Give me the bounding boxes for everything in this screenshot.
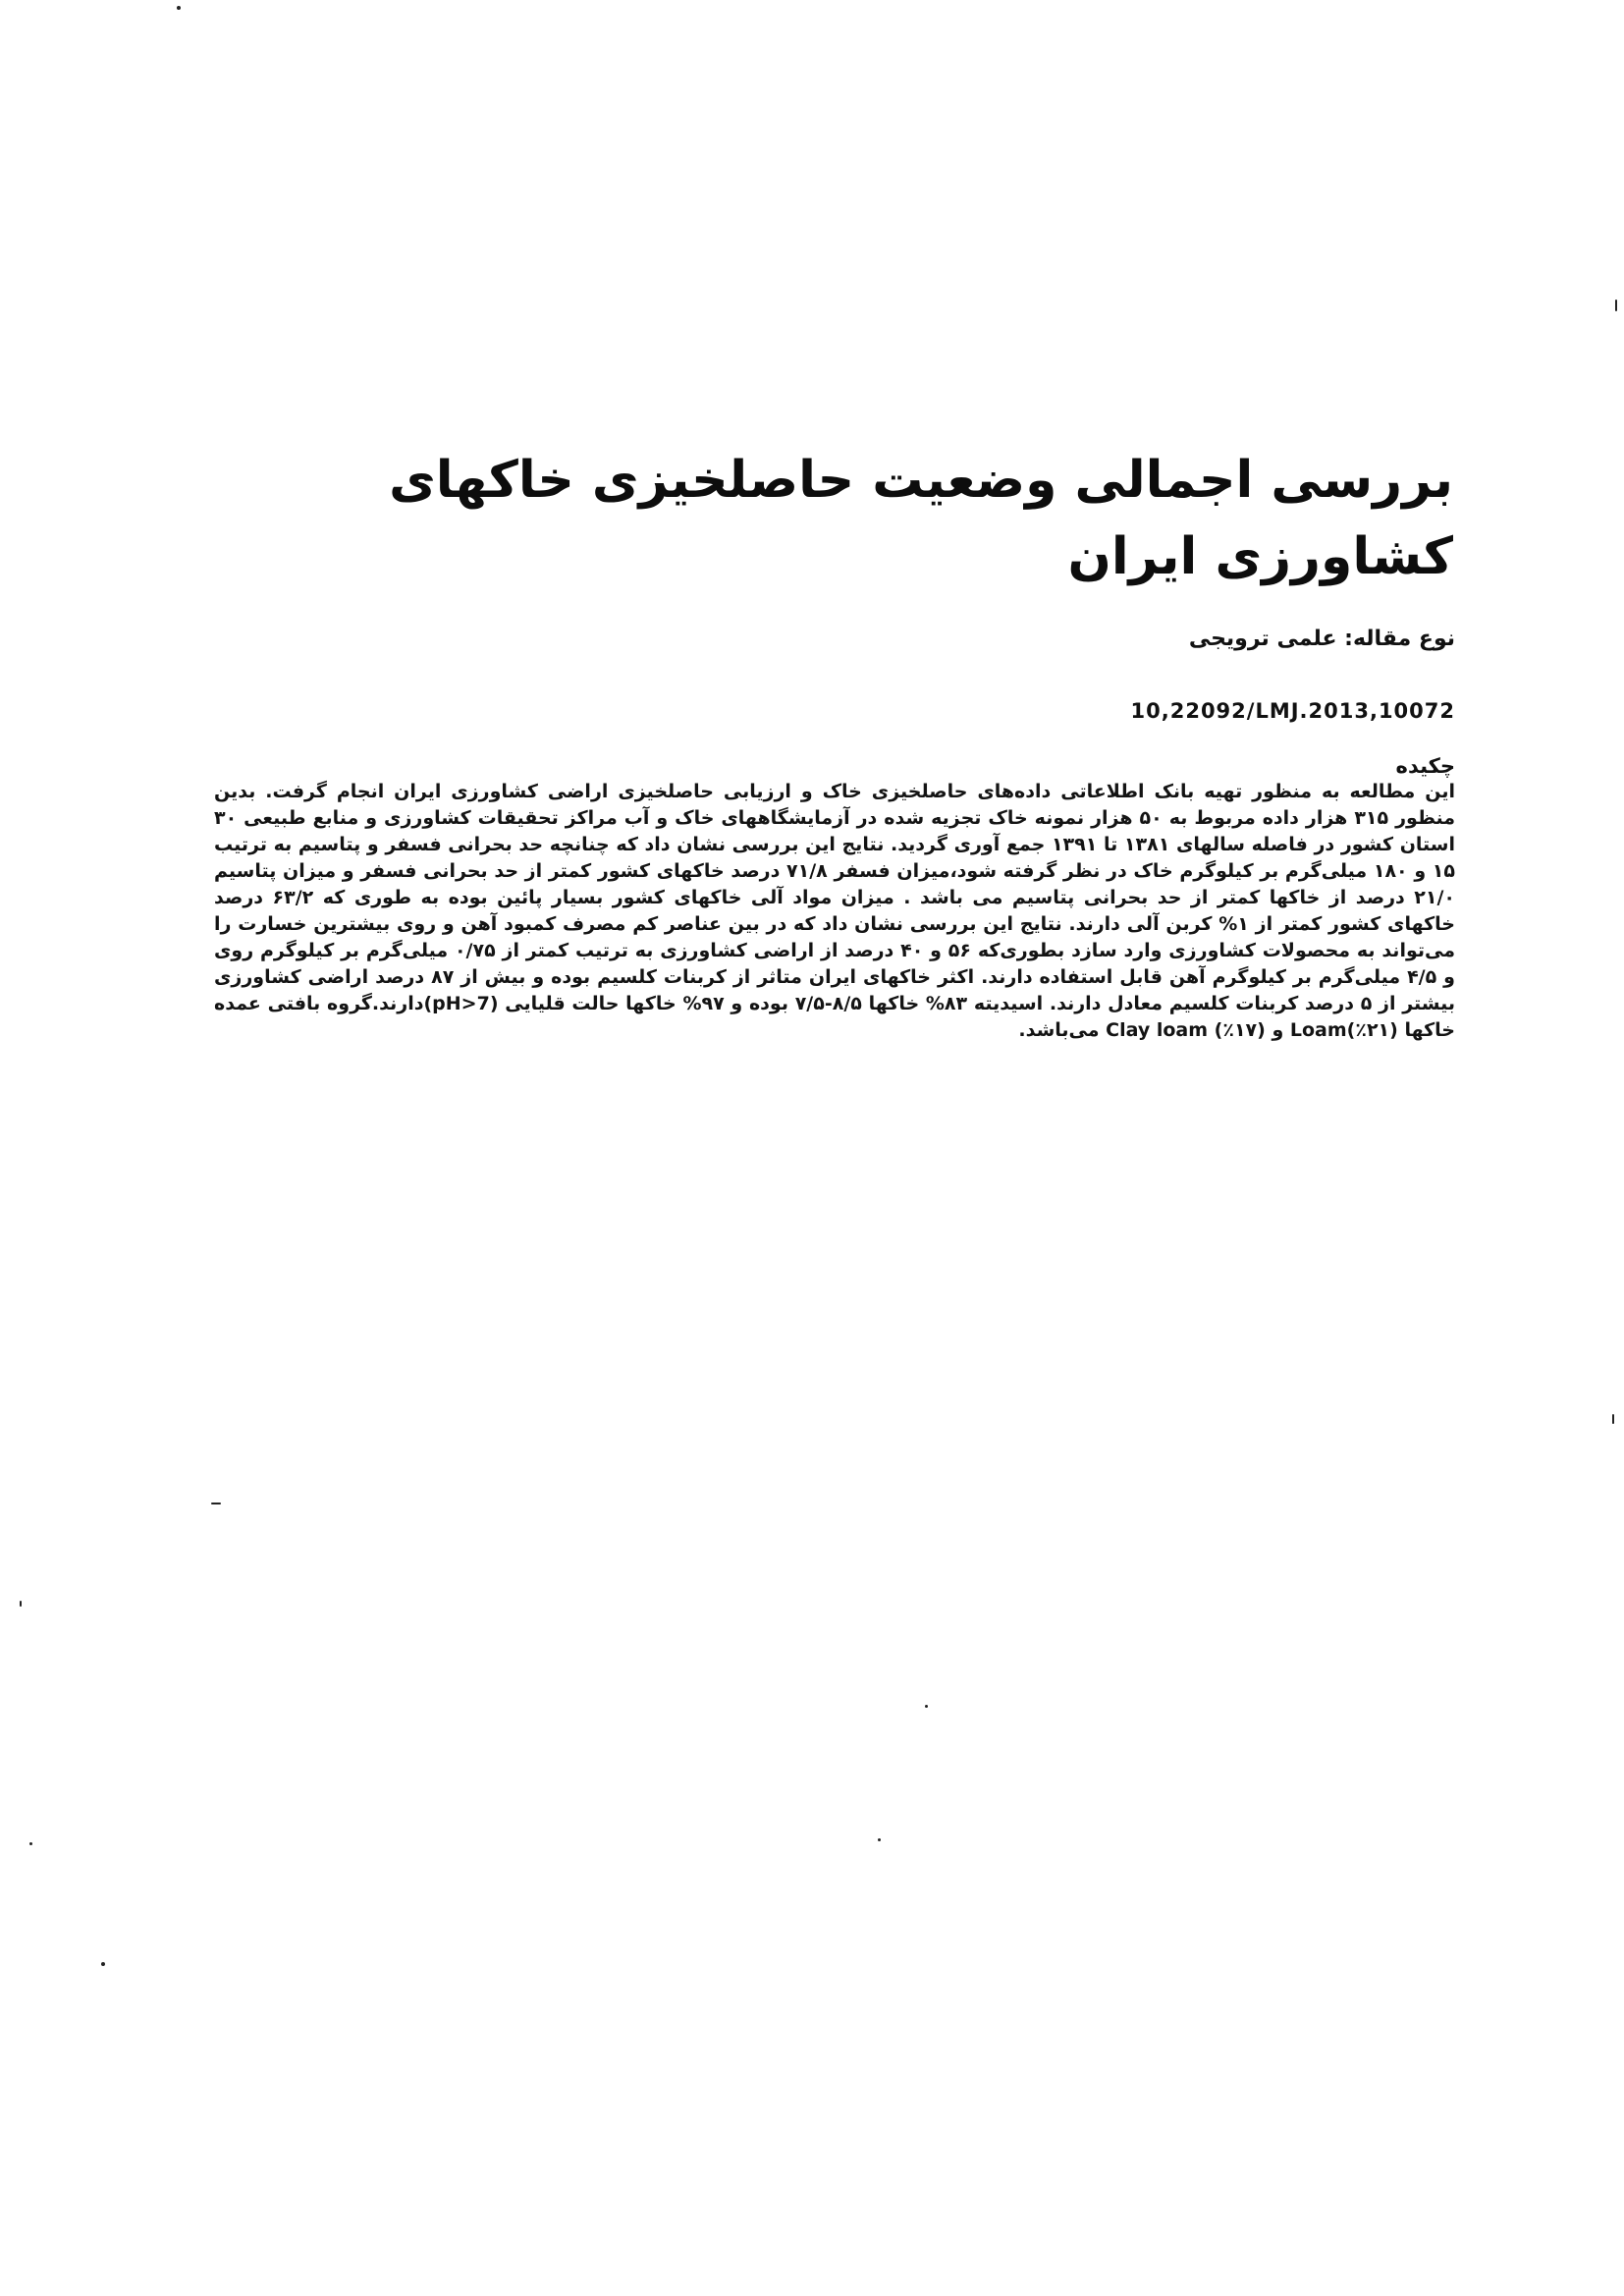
paper-title: بررسی اجمالی وضعیت حاصلخیزی خاکهای کشاورزی ایران (389, 451, 1453, 586)
scan-speck (878, 1838, 881, 1841)
article-type: نوع مقاله: علمی ترویجی (1188, 627, 1455, 651)
scan-speck (211, 1503, 221, 1504)
scan-speck (925, 1705, 928, 1708)
scan-speck (29, 1842, 32, 1845)
abstract-text: این مطالعه به منظور تهیه بانک اطلاعاتی داده‌های حاصلخیزی خاک و ارزیابی حاصلخیزی اراضی کشاورزی ایران انجام گرفت. بدین منظور ۳۱۵ هزار داده مربوط به ۵۰ هزار نمونه خاک تجزیه شده در آزمایشگاههای خاک و آب مراکز تحقیقات کشاورزی و منابع طبیعی ۳۰ استان کشور در فاصله سالهای ۱۳۸۱ تا ۱۳۹۱ جمع آوری گردید. نتایج این بررسی نشان داد که چنانچه حد بحرانی فسفر و پتاسیم به ترتیب ۱۵ و ۱۸۰ میلی‌گرم بر کیلوگرم خاک در نظر گرفته شود،میزان فسفر ۷۱/۸ درصد خاکهای کشور کمتر از حد بحرانی فسفر و میزان پتاسیم ۲۱/۰ درصد از خاکها کمتر از حد بحرانی پتاسیم می باشد . میزان مواد آلی خاکهای کشور بسیار پائین بوده به طوری که ۶۳/۲ درصد خاکهای کشور کمتر از ۱% کربن آلی دارند. نتایج این بررسی نشان داد که در بین عناصر کم مصرف کمبود آهن و روی بیشترین خسارت را می‌تواند به محصولات کشاورزی وارد سازد بطوری‌که ۵۶ و ۴۰ درصد از اراضی کشاورزی به ترتیب کمتر از ۰/۷۵ میلی‌گرم بر کیلوگرم روی و ۴/۵ میلی‌گرم بر کیلوگرم آهن قابل استفاده دارند. اکثر خاکهای ایران متاثر از کربنات کلسیم بوده و بیش از ۸۷ درصد اراضی کشاورزی بیشتر از ۵ درصد کربنات کلسیم معادل دارند. اسیدیته ۸۳% خاکها ۸/۵-۷/۵ بوده و ۹۷% خاکها حالت قلیایی (pH>7)دارند.گروه بافتی عمده خاکها (۲۱٪)Loam و (۱۷٪) Clay loam می‌باشد. (214, 781, 1456, 1041)
abstract-heading: چکیده (1395, 754, 1455, 778)
scan-speck (1615, 300, 1617, 311)
scan-speck (1612, 1414, 1614, 1424)
scan-speck (101, 1962, 105, 1966)
scan-speck (177, 6, 181, 10)
doi: 10,22092/LMJ.2013,10072 (1130, 699, 1455, 723)
scan-speck (20, 1601, 22, 1607)
